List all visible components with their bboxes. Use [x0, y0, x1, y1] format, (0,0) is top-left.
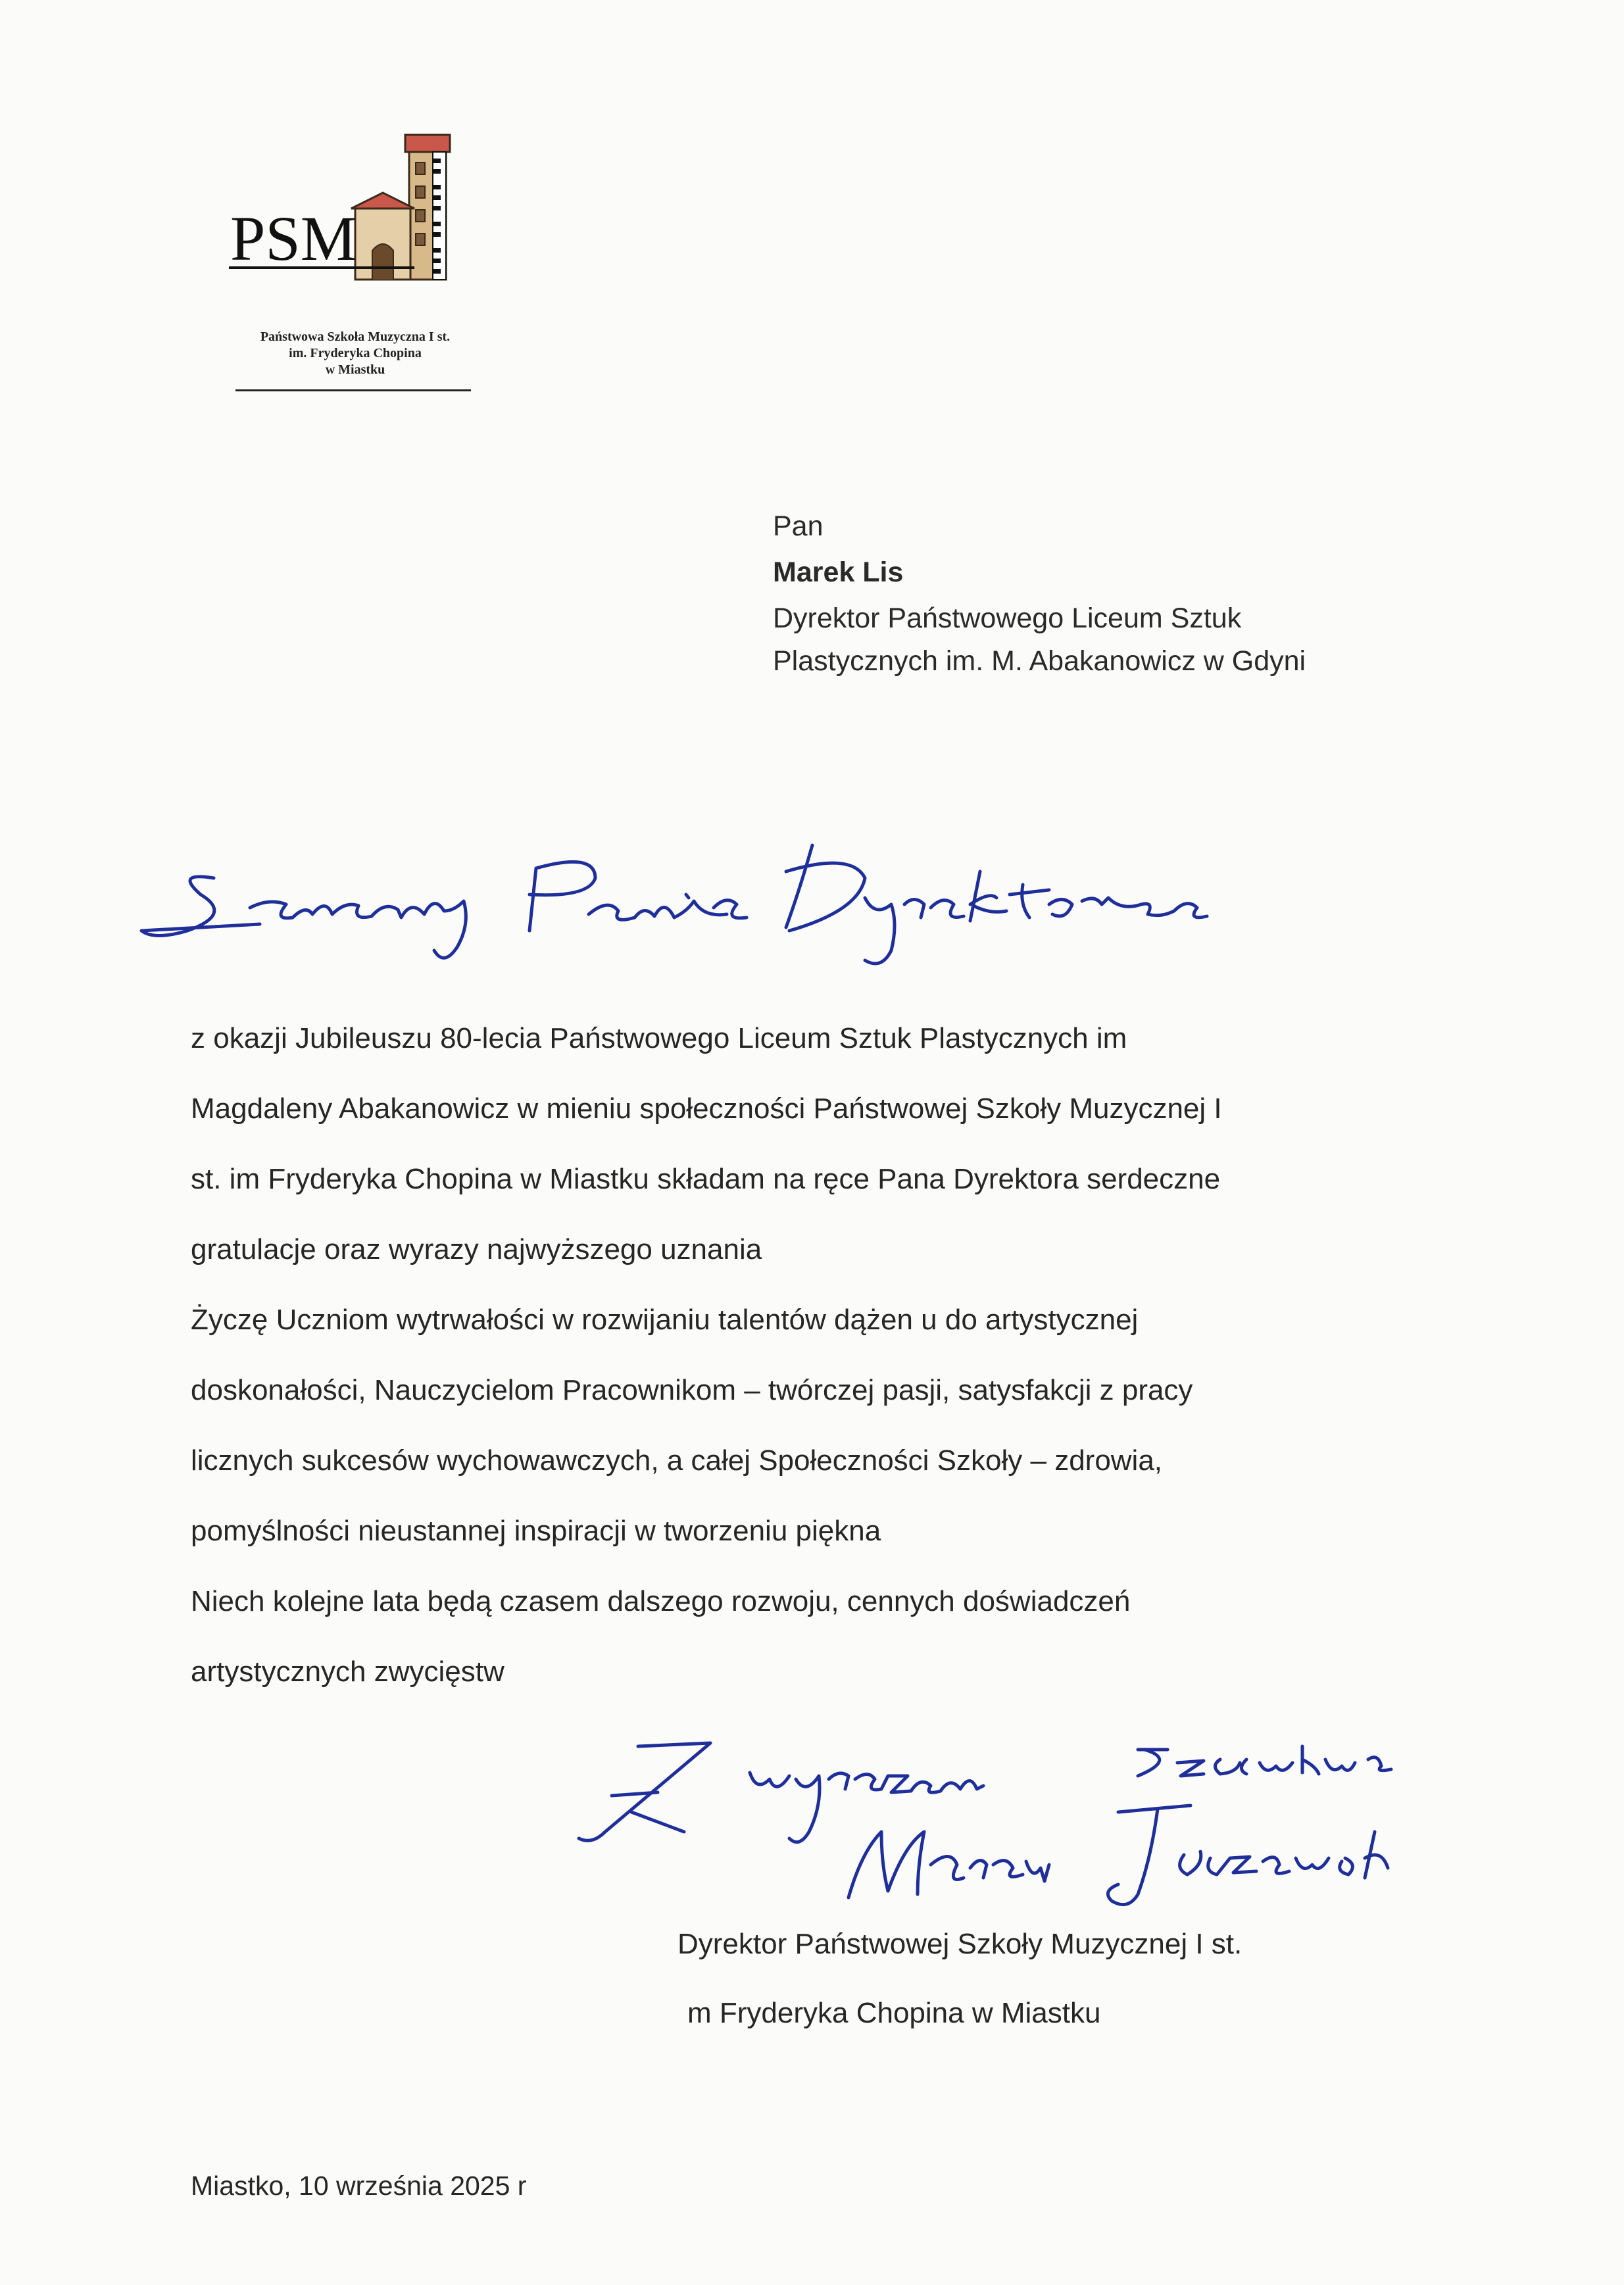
school-name-line-2: im. Fryderyka Chopina — [289, 346, 422, 360]
school-name-line-1: Państwowa Szkoła Muzyczna I st. — [260, 330, 451, 344]
handwritten-signature — [572, 1733, 1506, 1917]
letter-body — [191, 1003, 1473, 1707]
body-line: artystycznych zwycięstw — [191, 1656, 504, 1688]
body-line: Życzę Uczniom wytrwałości w rozwijaniu talentów dążen u do artystycznej — [191, 1304, 1139, 1336]
body-line: st. im Fryderyka Chopina w Miastku składam na ręce Pana Dyrektora serdeczne — [191, 1163, 1221, 1195]
body-line: gratulacje oraz wyrazy najwyższego uznania — [191, 1233, 762, 1265]
recipient-title-line-1: Dyrektor Państwowego Liceum Sztuk — [773, 602, 1242, 634]
recipient-prefix: Pan — [773, 510, 824, 542]
body-line: licznych sukcesów wychowawczych, a całej Społeczności Szkoły – zdrowia, — [191, 1444, 1163, 1477]
body-line: doskonałości, Nauczycielom Pracownikom – twórczej pasji, satysfakcji z pracy — [191, 1374, 1193, 1406]
body-line: Magdaleny Abakanowicz w mieniu społeczności Państwowej Szkoły Muzycznej I — [191, 1093, 1222, 1125]
body-line: Niech kolejne lata będą czasem dalszego rozwoju, cennych doświadczeń — [191, 1585, 1131, 1617]
signatory-title-line-2: m Fryderyka Chopina w Miastku — [687, 1997, 1101, 2029]
logo-text: PSM — [230, 203, 357, 274]
recipient-title-line-2: Plastycznych im. M. Abakanowicz w Gdyni — [773, 645, 1306, 677]
school-logo — [224, 122, 487, 312]
body-line: pomyślności nieustannej inspiracji w tworzeniu piękna — [191, 1515, 881, 1547]
school-name-line-3: w Miastku — [325, 362, 385, 377]
handwritten-greeting — [135, 832, 1279, 977]
body-line: z okazji Jubileuszu 80-lecia Państwowego Liceum Sztuk Plastycznych im — [191, 1022, 1127, 1054]
letterhead-divider — [235, 389, 471, 391]
signatory-title-line-1: Dyrektor Państwowej Szkoły Muzycznej I st. — [677, 1928, 1243, 1960]
place-and-date: Miastko, 10 września 2025 r — [191, 2171, 527, 2201]
recipient-name: Marek Lis — [773, 556, 904, 588]
